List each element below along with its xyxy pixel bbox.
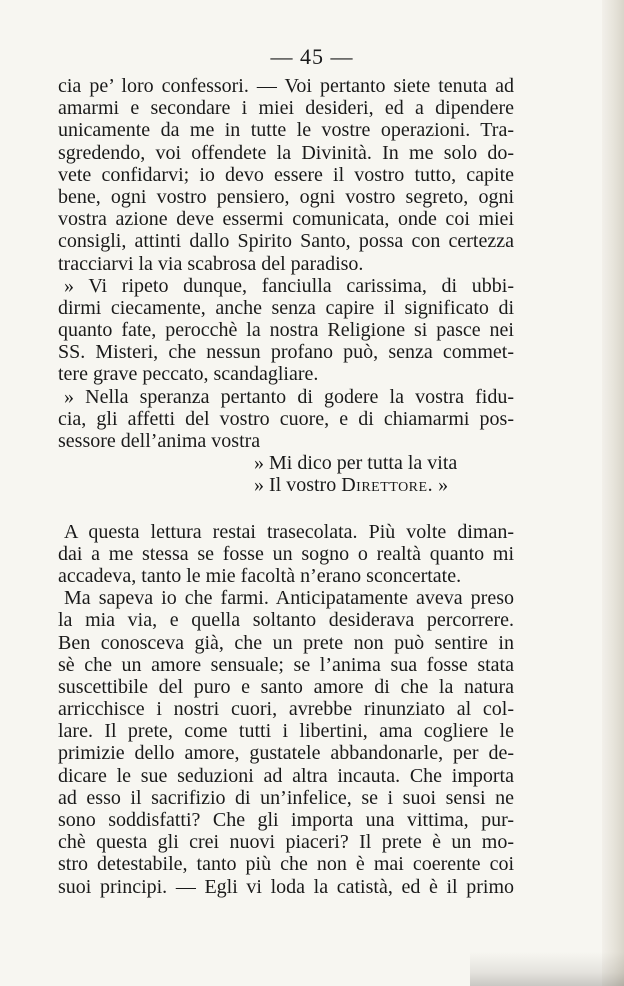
text-line: dicare le sue seduzioni ad altra incauta. Che importa [58, 764, 514, 787]
text-line: bene, ogni vostro pensiero, ogni vostro segreto, ogni [58, 185, 514, 208]
text-line: ad esso il sacrifizio di un’infelice, se i suoi sensi ne [58, 786, 514, 809]
text-line: amarmi e secondare i miei desideri, ed a dipendere [58, 97, 514, 120]
bottom-stain [470, 952, 624, 986]
text-line: unicamente da me in tutte le vostre operazioni. Tra- [58, 119, 514, 142]
text-line: lare. Il prete, come tutti i libertini, ama cogliere le [58, 720, 514, 743]
text-line: cia pe’ loro confessori. — Voi pertanto siete tenuta ad [58, 75, 514, 97]
text-line: quanto fate, perocchè la nostra Religione si pasce nei [58, 319, 514, 342]
signature-prefix: » Il vostro [254, 474, 342, 497]
text-line: sgredendo, voi offendete la Divinità. In me solo do- [58, 141, 514, 164]
text-line: sè che un amore sensuale; se l’anima sua fosse stata [58, 653, 514, 676]
text-line: dirmi ciecamente, anche senza capire il significato di [58, 296, 514, 319]
text-line: cia, gli affetti del vostro cuore, e di chiamarmi pos- [58, 407, 514, 430]
narrative-section [58, 521, 514, 898]
page-text [58, 75, 514, 898]
text-line: chè questa gli crei nuovi piaceri? Il prete è un mo- [58, 831, 514, 854]
text-line: suscettibile del puro e santo amore di che la natura [58, 675, 514, 698]
text-line: » Nella speranza pertanto di godere la vostra fidu- [64, 385, 514, 408]
text-line: SS. Misteri, che nessun profano può, senza commet- [58, 341, 514, 364]
text-line: dai a me stessa se fosse un sogno o realtà quanto mi [58, 542, 514, 565]
text-line: sono soddisfatti? Che gli importa una vittima, pur- [58, 809, 514, 831]
signature-line: » Mi dico per tutta la vita [254, 452, 458, 475]
signature-line [58, 474, 514, 496]
text-line: vostra azione deve essermi comunicata, onde coi miei [58, 208, 514, 231]
text-line: arricchisce i nostri cuori, avrebbe rinunziato al col- [58, 698, 514, 721]
text-line: consigli, attinti dallo Spirito Santo, possa con certezza [58, 230, 514, 253]
text-line: vete confidarvi; io devo essere il vostro tutto, capite [58, 163, 514, 186]
text-line: stro detestabile, tanto più che non è mai coerente coi [58, 853, 514, 876]
text-line: tracciarvi la via scabrosa del paradiso. [58, 252, 364, 275]
page-number: — 45 — [270, 44, 354, 69]
text-line: tere grave peccato, scandagliare. [58, 363, 319, 386]
text-line: primizie dello amore, gustatele abbandonarle, per de- [58, 742, 514, 765]
text-line: » Vi ripeto dunque, fanciulla carissima, di ubbi- [64, 274, 514, 297]
signature-title: Direttore. [341, 474, 434, 497]
text-line: sessore dell’anima vostra [58, 430, 261, 452]
text-line: Ben conosceva già, che un prete non può sentire in [58, 631, 514, 654]
letter-section [58, 75, 514, 452]
text-line: Ma sapeva io che farmi. Anticipatamente aveva preso [64, 587, 514, 610]
text-line: suoi principi. — Egli vi loda la catistà, ed è il primo [58, 875, 514, 898]
letter-signature [58, 452, 514, 496]
text-line: accadeva, tanto le mie facoltà n’erano sconcertate. [58, 564, 462, 587]
text-line: A questa lettura restai trasecolata. Più volte diman- [64, 520, 514, 543]
page-edge-shadow [602, 0, 624, 986]
section-gap [58, 497, 514, 521]
text-line: la mia via, e quella soltanto desiderava percorrere. [58, 609, 514, 632]
signature-suffix: » [433, 474, 449, 497]
